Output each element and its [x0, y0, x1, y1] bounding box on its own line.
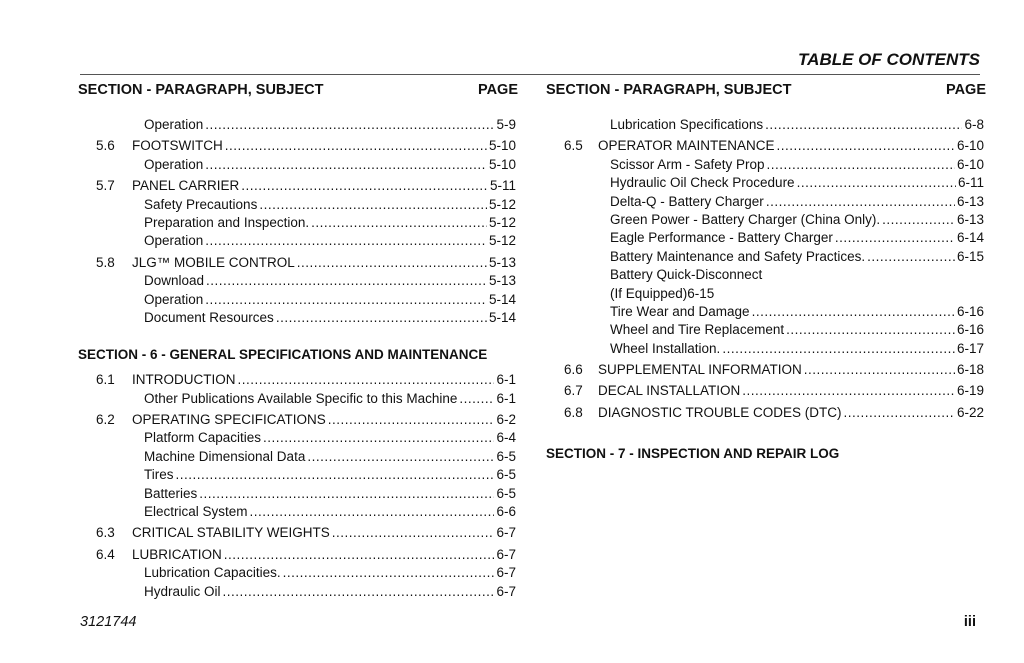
entry-label: INTRODUCTION: [132, 372, 236, 388]
entry-label: Download: [144, 273, 205, 289]
toc-entry[interactable]: [78, 196, 518, 214]
toc-entry[interactable]: [78, 546, 518, 564]
entry-number: 6.1: [96, 372, 115, 388]
entry-label: Operation: [144, 117, 204, 132]
entry-label: Scissor Arm - Safety Prop: [610, 156, 765, 172]
entry-page: 6-1: [496, 372, 516, 388]
toc-list: [546, 116, 986, 422]
heading-subject: SECTION - PARAGRAPH, SUBJECT: [546, 82, 792, 98]
dot-leader: [205, 291, 487, 309]
entry-line: [132, 371, 516, 389]
entry-line: [610, 174, 984, 192]
toc-entry[interactable]: [78, 524, 518, 542]
section-7-heading[interactable]: SECTION - 7 - INSPECTION AND REPAIR LOG: [546, 446, 840, 462]
toc-entry[interactable]: [78, 309, 518, 327]
toc-entry[interactable]: [546, 321, 986, 339]
toc-entry[interactable]: [546, 404, 986, 422]
entry-label: OPERATOR MAINTENANCE: [598, 138, 775, 154]
entry-label: DECAL INSTALLATION: [598, 383, 741, 399]
entry-line: [144, 448, 516, 466]
entry-page: 6-19: [956, 383, 984, 399]
entry-page: 6-7: [496, 583, 516, 599]
entry-line: [144, 291, 516, 309]
entry-label: Lubrication Capacities.: [144, 565, 281, 581]
entry-page: 6-10: [956, 156, 984, 172]
dot-leader: [742, 382, 955, 400]
entry-number: 6.2: [96, 412, 115, 428]
entry-line: [610, 193, 984, 211]
entry-line: [132, 524, 516, 542]
entry-label: Machine Dimensional Data: [144, 448, 306, 464]
section-6-heading[interactable]: SECTION - 6 - GENERAL SPECIFICATIONS AND MAINTENANCE: [78, 347, 488, 363]
entry-page: 5-13: [488, 254, 516, 270]
dot-leader: [844, 404, 955, 422]
entry-label: DIAGNOSTIC TROUBLE CODES (DTC): [598, 404, 842, 420]
toc-entry[interactable]: [546, 361, 986, 379]
toc-list: [78, 371, 518, 601]
entry-page: 6-5: [496, 485, 516, 501]
entry-page: 5-12: [488, 196, 516, 212]
dot-leader: [206, 272, 487, 290]
entry-label: (If Equipped)6-15: [610, 285, 715, 301]
entry-page: 5-13: [488, 273, 516, 289]
entry-page: 6-7: [496, 565, 516, 581]
entry-page: 5-14: [488, 309, 516, 325]
entry-page: 5-14: [488, 291, 516, 307]
dot-leader: [259, 196, 487, 214]
entry-label: Safety Precautions: [144, 196, 258, 212]
toc-entry[interactable]: [78, 137, 518, 155]
entry-number: 6.8: [564, 404, 583, 420]
dot-leader: [332, 524, 495, 542]
entry-label: Delta-Q - Battery Charger: [610, 193, 764, 209]
entry-page: 6-5: [496, 448, 516, 464]
entry-label: Operation: [144, 156, 204, 172]
entry-page: 5-10: [488, 138, 516, 154]
entry-number: 5.6: [96, 138, 115, 154]
entry-line: [144, 564, 516, 582]
entry-page: 6-13: [956, 211, 984, 227]
toc-entry[interactable]: [78, 254, 518, 272]
entry-page: 6-1: [496, 390, 516, 406]
entry-page: 5-9: [496, 117, 516, 132]
entry-number: 5.7: [96, 178, 115, 194]
entry-line: [598, 137, 984, 155]
dot-leader: [241, 177, 488, 195]
dot-leader: [225, 137, 487, 155]
toc-entry[interactable]: [546, 116, 986, 134]
toc-entry[interactable]: [546, 229, 986, 247]
dot-leader: [205, 116, 494, 134]
dot-leader: [797, 174, 956, 192]
entry-line: [144, 503, 516, 521]
dot-leader: [276, 309, 487, 327]
entry-label: SUPPLEMENTAL INFORMATION: [598, 362, 802, 378]
entry-page: 6-13: [956, 193, 984, 209]
entry-line: [144, 214, 516, 232]
entry-number: 6.5: [564, 138, 583, 154]
column-heading: [546, 82, 986, 102]
entry-label: PANEL CARRIER: [132, 178, 240, 194]
toc-entry[interactable]: [78, 485, 518, 503]
entry-label: Wheel Installation.: [610, 340, 721, 356]
toc-entry[interactable]: [78, 371, 518, 389]
entry-label: CRITICAL STABILITY WEIGHTS: [132, 525, 330, 541]
entry-line: [610, 211, 984, 229]
dot-leader: [722, 340, 955, 358]
entry-line: [610, 156, 984, 174]
entry-line: [610, 229, 984, 247]
toc-entry[interactable]: [78, 156, 518, 174]
entry-label: Operation: [144, 291, 204, 307]
entry-label: Platform Capacities: [144, 430, 262, 446]
toc-entry[interactable]: [78, 272, 518, 290]
entry-label: Tire Wear and Damage: [610, 303, 750, 319]
entry-number: 6.3: [96, 525, 115, 541]
entry-page: 6-15: [956, 248, 984, 264]
entry-line: [144, 232, 516, 250]
entry-label: Hydraulic Oil: [144, 583, 221, 599]
page-number: iii: [963, 614, 976, 630]
toc-entry[interactable]: [78, 448, 518, 466]
toc-entry[interactable]: [78, 429, 518, 447]
dot-leader: [767, 156, 955, 174]
entry-page: 5-12: [488, 233, 516, 249]
entry-label: Green Power - Battery Charger (China Only).: [610, 211, 881, 227]
toc-entry[interactable]: [78, 390, 518, 408]
dot-leader: [835, 229, 955, 247]
entry-line: [610, 248, 984, 266]
entry-number: 6.4: [96, 546, 115, 562]
dot-leader: [786, 321, 955, 339]
dot-leader: [459, 390, 494, 408]
entry-label: FOOTSWITCH: [132, 138, 223, 154]
entry-line: [132, 546, 516, 564]
entry-page: 6-11: [957, 175, 984, 191]
toc-entry[interactable]: [546, 340, 986, 358]
dot-leader: [250, 503, 495, 521]
dot-leader: [223, 583, 495, 601]
dot-leader: [765, 116, 962, 134]
entry-page: 6-5: [496, 467, 516, 483]
entry-page: 5-10: [488, 156, 516, 172]
entry-label: Battery Maintenance and Safety Practices.: [610, 248, 866, 264]
dot-leader: [882, 211, 955, 229]
dot-leader: [804, 361, 955, 379]
dot-leader: [238, 371, 495, 389]
dot-leader: [307, 448, 494, 466]
page-title: TABLE OF CONTENTS: [798, 50, 980, 69]
entry-line: [144, 429, 516, 447]
header-rule: [80, 74, 980, 75]
entry-page: 6-16: [956, 322, 984, 338]
entry-label: LUBRICATION: [132, 546, 222, 562]
entry-line: [144, 390, 516, 408]
entry-page: 6-7: [496, 546, 516, 562]
toc-entry[interactable]: [78, 214, 518, 232]
entry-label: Electrical System: [144, 504, 248, 520]
entry-page: 6-4: [496, 430, 516, 446]
toc-entry[interactable]: [78, 583, 518, 601]
dot-leader: [867, 248, 955, 266]
entry-line: [610, 116, 984, 134]
toc-entry[interactable]: [78, 411, 518, 429]
toc-left-column: [78, 82, 518, 601]
heading-page: PAGE: [477, 82, 518, 98]
entry-label: OPERATING SPECIFICATIONS: [132, 412, 326, 428]
toc-right-column: [546, 82, 986, 470]
entry-label: Lubrication Specifications: [610, 117, 764, 132]
entry-line: [144, 196, 516, 214]
entry-line: [132, 254, 516, 272]
entry-page: 6-2: [496, 412, 516, 428]
entry-line: [610, 303, 984, 321]
entry-label: Battery Quick-Disconnect: [610, 267, 763, 283]
entry-label: Wheel and Tire Replacement: [610, 322, 785, 338]
toc-entry[interactable]: [546, 193, 986, 211]
toc-entry[interactable]: [78, 564, 518, 582]
entry-line: [144, 116, 516, 134]
entry-line: [132, 177, 516, 195]
dot-leader: [263, 429, 494, 447]
entry-line: [598, 404, 984, 422]
entry-page: 6-7: [496, 525, 516, 541]
entry-page: 6-22: [956, 404, 984, 420]
toc-entry[interactable]: [78, 116, 518, 134]
dot-leader: [766, 193, 955, 211]
dot-leader: [297, 254, 487, 272]
dot-leader: [752, 303, 955, 321]
entry-number: 5.8: [96, 254, 115, 270]
toc-entry[interactable]: [78, 232, 518, 250]
toc-entry[interactable]: [546, 211, 986, 229]
entry-line: [144, 466, 516, 484]
entry-page: 6-16: [956, 303, 984, 319]
toc-entry[interactable]: [78, 177, 518, 195]
entry-line: [598, 361, 984, 379]
toc-list: [78, 116, 518, 327]
column-heading: [78, 82, 518, 102]
entry-page: 6-18: [956, 362, 984, 378]
entry-line: [144, 309, 516, 327]
entry-label: Tires: [144, 467, 174, 483]
entry-page: 6-6: [496, 504, 516, 520]
entry-page: 6-8: [964, 117, 984, 132]
document-number: 3121744: [80, 614, 137, 630]
toc-entry[interactable]: [546, 137, 986, 155]
entry-label: Eagle Performance - Battery Charger: [610, 230, 833, 246]
entry-line: [132, 411, 516, 429]
entry-label: Preparation and Inspection.: [144, 214, 310, 230]
toc-entry[interactable]: [546, 156, 986, 174]
dot-leader: [328, 411, 495, 429]
entry-page: 5-11: [489, 178, 516, 194]
dot-leader: [311, 214, 487, 232]
dot-leader: [205, 232, 487, 250]
toc-entry[interactable]: [546, 382, 986, 400]
dot-leader: [283, 564, 495, 582]
entry-label: Hydraulic Oil Check Procedure: [610, 175, 795, 191]
dot-leader: [176, 466, 495, 484]
dot-leader: [224, 546, 495, 564]
entry-page: 5-12: [488, 214, 516, 230]
dot-leader: [205, 156, 487, 174]
toc-entry[interactable]: [546, 174, 986, 192]
toc-entry[interactable]: [546, 285, 986, 303]
entry-line: [144, 156, 516, 174]
heading-page: PAGE: [945, 82, 986, 98]
entry-number: 6.6: [564, 362, 583, 378]
entry-page: 6-17: [956, 340, 984, 356]
entry-line: [144, 583, 516, 601]
entry-line: [610, 340, 984, 358]
entry-line: [144, 272, 516, 290]
entry-label: Operation: [144, 233, 204, 249]
toc-entry[interactable]: [78, 466, 518, 484]
dot-leader: [777, 137, 955, 155]
toc-entry[interactable]: [78, 503, 518, 521]
heading-subject: SECTION - PARAGRAPH, SUBJECT: [78, 82, 324, 98]
entry-label: Document Resources: [144, 309, 274, 325]
entry-line: [132, 137, 516, 155]
toc-entry[interactable]: [546, 303, 986, 321]
entry-label: JLG™ MOBILE CONTROL: [132, 254, 295, 270]
entry-page: 6-10: [956, 138, 984, 154]
entry-line: [610, 321, 984, 339]
entry-number: 6.7: [564, 383, 583, 399]
toc-entry[interactable]: [546, 266, 986, 284]
toc-entry[interactable]: [546, 248, 986, 266]
entry-page: 6-14: [956, 230, 984, 246]
entry-line: [144, 485, 516, 503]
toc-entry[interactable]: [78, 291, 518, 309]
entry-label: Batteries: [144, 485, 198, 501]
dot-leader: [199, 485, 494, 503]
entry-line: [598, 382, 984, 400]
entry-label: Other Publications Available Specific to this Machine: [144, 390, 458, 406]
